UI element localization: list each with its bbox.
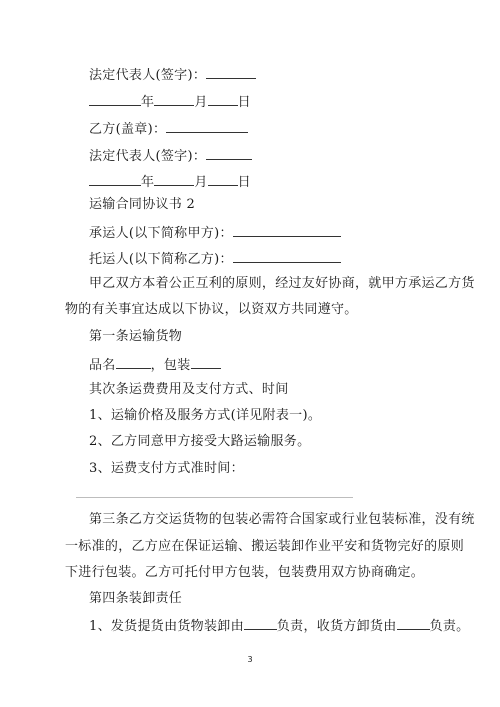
party-b-seal-line [89, 119, 248, 139]
shipper-label: 托运人(以下简称乙方)： [89, 252, 233, 267]
shipper-blank [233, 249, 341, 263]
clause-2-3: 3、运费支付方式准时间： [89, 461, 244, 476]
signature-blank [206, 146, 252, 160]
day-label: 日 [237, 175, 251, 190]
loader-blank [244, 616, 277, 630]
article-3-line-1: 第三条乙方交运货物的包装必需符合国家或行业包装标准，没有统 [89, 512, 475, 527]
contract-title: 运输合同协议书 2 [89, 197, 196, 212]
day-blank [208, 172, 238, 186]
clause-2-2: 2、乙方同意甲方接受大路运输服务。 [89, 434, 311, 449]
year-label: 年 [141, 175, 155, 190]
article-2-heading: 其次条运费费用及支付方式、时间 [89, 382, 289, 397]
packaging-label: ，包装 [150, 358, 191, 373]
preamble-line-2: 物的有关事宜达成以下协议，以资双方共同遵守。 [65, 302, 358, 317]
clause-4-1-prefix: 1、发货提货由货物装卸由 [89, 619, 244, 634]
article-3-line-3: 下进行包装。乙方可托付甲方包装，包装费用双方协商确定。 [65, 565, 425, 580]
legal-rep-signature-line-2 [89, 146, 252, 166]
date-line-2 [89, 172, 251, 192]
day-label: 日 [237, 95, 251, 110]
article-3-line-2: 一标准的，乙方应在保证运输、搬运装卸作业平安和货物完好的原则 [65, 539, 465, 554]
year-blank [89, 92, 141, 106]
date-line [89, 92, 251, 112]
article-4-heading: 第四条装卸责任 [89, 591, 183, 606]
shipper-line [89, 249, 341, 269]
page-number: 3 [247, 655, 253, 664]
clause-2-1: 1、运输价格及服务方式(详见附表一)。 [89, 408, 322, 423]
legal-rep-label: 法定代表人(签字)： [89, 149, 207, 164]
clause-4-1-suffix: 负责。 [429, 619, 470, 634]
party-b-seal-label: 乙方(盖章)： [89, 122, 167, 137]
signature-blank [206, 65, 256, 79]
month-blank [154, 172, 194, 186]
unloader-blank [397, 616, 430, 630]
clause-4-1-middle: 负责，收货方卸货由 [276, 619, 397, 634]
divider-rule [76, 497, 353, 498]
month-label: 月 [194, 175, 208, 190]
article-1-heading: 第一条运输货物 [89, 329, 183, 344]
month-label: 月 [194, 95, 208, 110]
clause-4-1 [89, 616, 469, 636]
legal-rep-signature-line [89, 65, 256, 85]
goods-name-line [89, 355, 221, 375]
seal-blank [166, 119, 248, 133]
carrier-label: 承运人(以下简称甲方)： [89, 226, 233, 241]
legal-rep-label: 法定代表人(签字)： [89, 68, 207, 83]
packaging-blank [191, 355, 221, 369]
year-blank [89, 172, 141, 186]
preamble-line-1: 甲乙双方本着公正互利的原则，经过友好协商，就甲方承运乙方货 [89, 276, 475, 291]
carrier-blank [233, 223, 341, 237]
year-label: 年 [141, 95, 155, 110]
day-blank [208, 92, 238, 106]
month-blank [154, 92, 194, 106]
carrier-line [89, 223, 341, 243]
goods-name-blank [116, 355, 151, 369]
goods-name-label: 品名 [89, 358, 116, 373]
